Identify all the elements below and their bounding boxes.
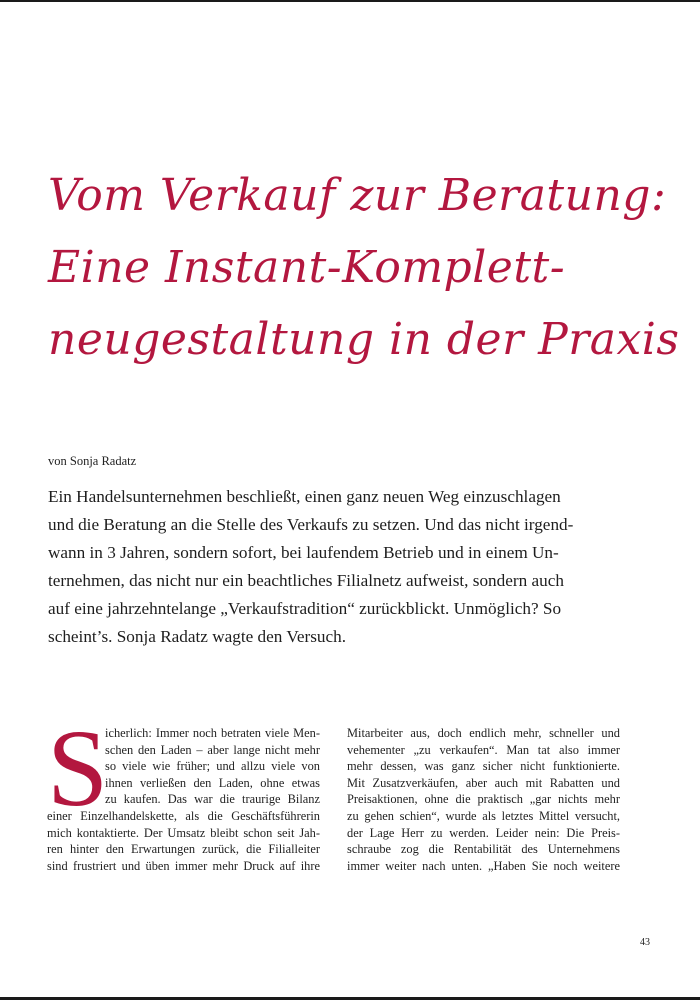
body-line: schen den Laden – aber lange nicht mehr (105, 742, 320, 757)
lead-line: auf eine jahrzehntelange „Verkaufstradition“ zurückblickt. Unmöglich? So (48, 599, 562, 618)
body-line: vehementer „zu verkaufen“. Man tat also immer (347, 742, 620, 757)
article-title (48, 160, 680, 376)
body-column-left (47, 725, 320, 874)
body-line: der Lage Herr zu werden. Leider nein: Die Preis- (347, 825, 620, 840)
body-line: so viele wie früher; und allzu viele von (105, 759, 320, 774)
body-column-right (347, 725, 620, 874)
page-number: 43 (640, 937, 650, 948)
body-line: Mitarbeiter aus, doch endlich mehr, schneller und (347, 726, 620, 740)
title-line: Vom Verkauf zur Beratung: (48, 170, 667, 221)
body-line: einer Einzelhandelskette, als die Geschäftsführerin (47, 808, 320, 823)
body-line: mehr dessen, was ganz sicher nicht funktionierte. (347, 759, 620, 774)
lead-line: scheint’s. Sonja Radatz wagte den Versuch. (48, 627, 347, 646)
body-line: schraube zog die Rentabilität des Unternehmens (347, 842, 620, 857)
lead-line: ternehmen, das nicht nur ein beachtliches Filialnetz aufweist, sondern auch (48, 571, 564, 590)
body-line: ren hinter den Erwartungen zurück, die Filialleiter (47, 842, 320, 857)
lead-paragraph (48, 483, 652, 651)
body-line: sind frustriert und üben immer mehr Druck auf ihre (47, 858, 320, 873)
drop-cap: S (47, 707, 109, 829)
body-line: Preisaktionen, ohne die praktisch „gar nichts mehr (347, 792, 620, 807)
title-line: neugestaltung in der Praxis (48, 314, 680, 365)
top-border (0, 0, 700, 2)
title-line: Eine Instant-Komplett- (48, 242, 566, 293)
body-line: zu kaufen. Das war die traurige Bilanz (105, 792, 320, 807)
body-line: immer weiter nach unten. „Haben Sie noch weitere (347, 858, 620, 873)
body-line: zu gehen schien“, wurde als letztes Mittel versucht, (347, 808, 620, 823)
lead-line: und die Beratung an die Stelle des Verkaufs zu setzen. Und das nicht irgend- (48, 515, 574, 534)
body-line: Mit Zusatzverkäufen, aber auch mit Rabatten und (347, 775, 620, 790)
body-line: ihnen verließen den Laden, ohne etwas (105, 775, 320, 790)
body-line: icherlich: Immer noch betraten viele Men- (105, 726, 320, 740)
lead-line: wann in 3 Jahren, sondern sofort, bei laufendem Betrieb und in einem Un- (48, 543, 559, 562)
body-line: mich kontaktierte. Der Umsatz bleibt schon seit Jah- (47, 825, 320, 840)
author-byline: von Sonja Radatz (48, 454, 137, 468)
lead-line: Ein Handelsunternehmen beschließt, einen ganz neuen Weg einzuschlagen (48, 487, 561, 506)
